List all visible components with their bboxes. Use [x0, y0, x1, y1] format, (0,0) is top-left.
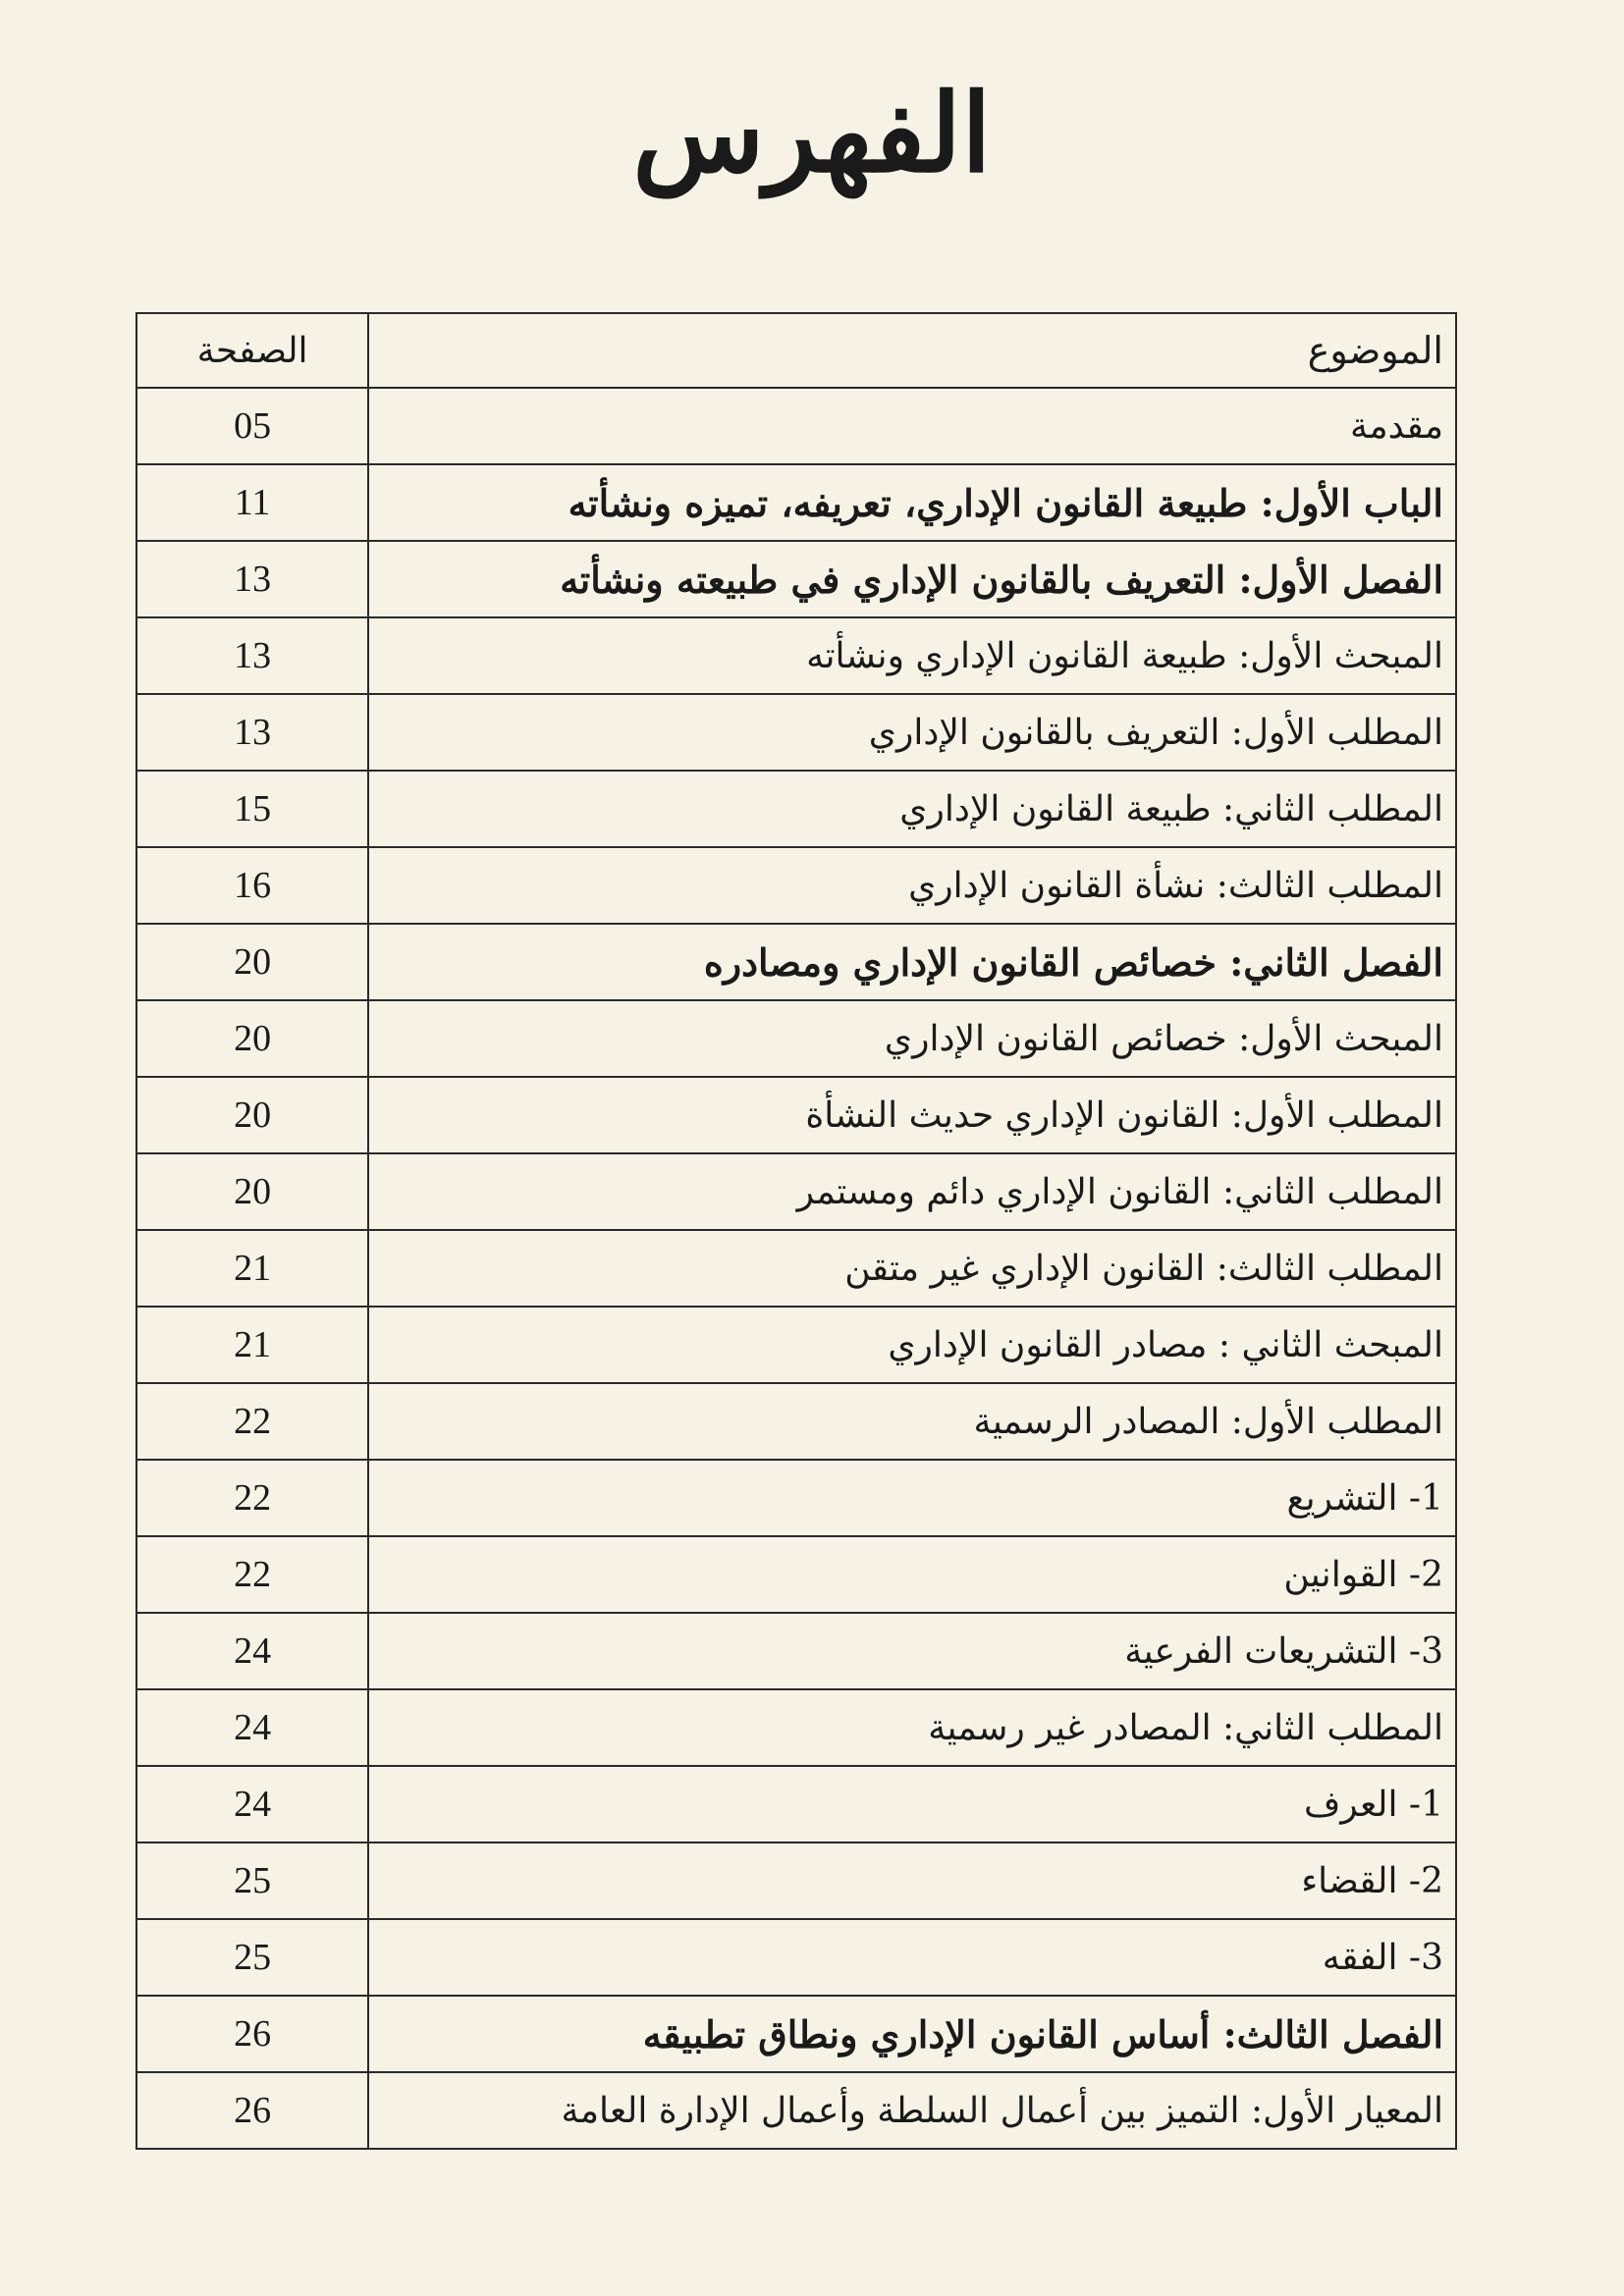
table-row	[136, 1689, 1456, 1766]
table-row	[136, 771, 1456, 847]
row-page-number: 20	[136, 1000, 368, 1077]
row-page-number: 20	[136, 1153, 368, 1230]
table-row	[136, 1919, 1456, 1996]
table-row	[136, 1153, 1456, 1230]
row-page-number: 20	[136, 1077, 368, 1153]
toc-table	[135, 312, 1457, 2150]
row-page-number: 20	[136, 924, 368, 1000]
table-row	[136, 1996, 1456, 2072]
table-row	[136, 1842, 1456, 1919]
table-row	[136, 1613, 1456, 1689]
table-row	[136, 1307, 1456, 1383]
row-topic: الفصل الثاني: خصائص القانون الإداري ومصادره	[368, 924, 1456, 1000]
table-row	[136, 1000, 1456, 1077]
row-page-number: 13	[136, 617, 368, 694]
table-row	[136, 541, 1456, 617]
row-topic: 3- الفقه	[368, 1919, 1456, 1996]
row-topic: المطلب الأول: القانون الإداري حديث النشأة	[368, 1077, 1456, 1153]
row-page-number: 21	[136, 1307, 368, 1383]
row-topic: المطلب الثاني: المصادر غير رسمية	[368, 1689, 1456, 1766]
header-topic: الموضوع	[368, 313, 1456, 388]
row-topic: الباب الأول: طبيعة القانون الإداري، تعريفه، تميزه ونشأته	[368, 464, 1456, 541]
row-page-number: 25	[136, 1919, 368, 1996]
table-row	[136, 1766, 1456, 1842]
table-row	[136, 924, 1456, 1000]
row-topic: المبحث الأول: طبيعة القانون الإداري ونشأته	[368, 617, 1456, 694]
row-topic: المبحث الثاني : مصادر القانون الإداري	[368, 1307, 1456, 1383]
row-page-number: 24	[136, 1613, 368, 1689]
row-topic: 1- العرف	[368, 1766, 1456, 1842]
table-row	[136, 847, 1456, 924]
table-row	[136, 388, 1456, 464]
row-topic: 2- القوانين	[368, 1536, 1456, 1613]
row-page-number: 25	[136, 1842, 368, 1919]
row-topic: المعيار الأول: التميز بين أعمال السلطة وأعمال الإدارة العامة	[368, 2072, 1456, 2149]
row-page-number: 13	[136, 541, 368, 617]
row-page-number: 24	[136, 1689, 368, 1766]
table-row	[136, 2072, 1456, 2149]
row-page-number: 13	[136, 694, 368, 771]
row-page-number: 22	[136, 1460, 368, 1536]
row-topic: المطلب الأول: التعريف بالقانون الإداري	[368, 694, 1456, 771]
row-page-number: 22	[136, 1383, 368, 1460]
table-row	[136, 1536, 1456, 1613]
header-page: الصفحة	[136, 313, 368, 388]
row-topic: المطلب الثاني: القانون الإداري دائم ومستمر	[368, 1153, 1456, 1230]
row-page-number: 21	[136, 1230, 368, 1307]
row-page-number: 11	[136, 464, 368, 541]
table-row	[136, 1230, 1456, 1307]
row-page-number: 15	[136, 771, 368, 847]
row-topic: المطلب الثاني: طبيعة القانون الإداري	[368, 771, 1456, 847]
table-row	[136, 617, 1456, 694]
row-topic: مقدمة	[368, 388, 1456, 464]
row-topic: المطلب الثالث: نشأة القانون الإداري	[368, 847, 1456, 924]
row-topic: المطلب الأول: المصادر الرسمية	[368, 1383, 1456, 1460]
row-topic: 2- القضاء	[368, 1842, 1456, 1919]
table-row	[136, 694, 1456, 771]
table-header-row	[136, 313, 1456, 388]
row-page-number: 24	[136, 1766, 368, 1842]
row-page-number: 26	[136, 1996, 368, 2072]
row-page-number: 05	[136, 388, 368, 464]
row-topic: المبحث الأول: خصائص القانون الإداري	[368, 1000, 1456, 1077]
row-topic: المطلب الثالث: القانون الإداري غير متقن	[368, 1230, 1456, 1307]
row-topic: الفصل الثالث: أساس القانون الإداري ونطاق تطبيقه	[368, 1996, 1456, 2072]
row-topic: 1- التشريع	[368, 1460, 1456, 1536]
table-row	[136, 464, 1456, 541]
table-row	[136, 1460, 1456, 1536]
row-page-number: 16	[136, 847, 368, 924]
row-page-number: 22	[136, 1536, 368, 1613]
table-row	[136, 1383, 1456, 1460]
row-topic: الفصل الأول: التعريف بالقانون الإداري في طبيعته ونشأته	[368, 541, 1456, 617]
row-topic: 3- التشريعات الفرعية	[368, 1613, 1456, 1689]
row-page-number: 26	[136, 2072, 368, 2149]
page-title: الفهرس	[632, 70, 992, 196]
table-row	[136, 1077, 1456, 1153]
